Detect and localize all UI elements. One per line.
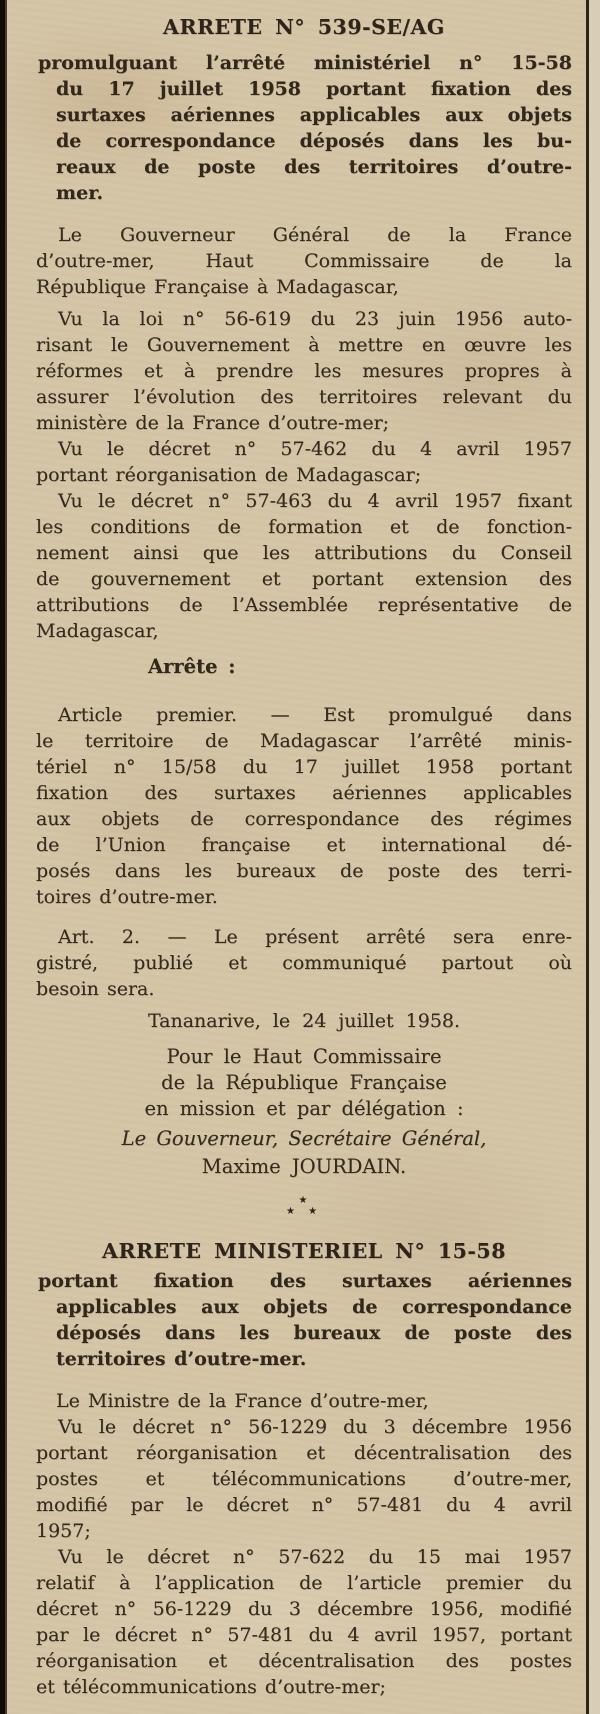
visa-paragraph-decree-56-1229: Vu le décret n° 56-1229 du 3 décembre 1956 portant réorganisation et décentralisation des postes et télécommunications d’outre-mer, modifié par le décret n° 57-481 du 4 avril 1957; xyxy=(36,1416,572,1542)
ministerial-order-title: ARRETE MINISTERIEL N° 15-58 xyxy=(102,1239,506,1263)
asterism-divider xyxy=(36,1196,572,1226)
signature-role-line: Le Gouverneur, Secrétaire Général, xyxy=(121,1127,487,1150)
signature-intro-lines: Pour le Haut Commissaire de la République Française en mission et par délégation : xyxy=(144,1045,464,1120)
visa-paragraph-decree-57-463: Vu le décret n° 57-463 du 4 avril 1957 fixant les conditions de formation et de fonction- nement ainsi que les attributions du Conseil de gouvernement et portant extension des attributions de l’Assemblée représentative de Madagascar, xyxy=(36,490,572,642)
ministerial-preamble: Le Ministre de la France d’outre-mer, xyxy=(56,1390,429,1412)
visa-paragraph-decree-57-622: Vu le décret n° 57-622 du 15 mai 1957 relatif à l’application de l’article premier du décret n° 56-1229 du 3 décembre 1956, modifié par le décret n° 57-481 du 4 avril 1957, portant réorganisation et décentralisation des postes et télécommunications d’outre-mer; xyxy=(36,1546,572,1698)
star-pair-icon: ★ ★ xyxy=(285,1206,323,1217)
page-left-edge-shadow xyxy=(0,0,7,1714)
visa-paragraph-decree-57-462: Vu le décret n° 57-462 du 4 avril 1957 portant réorganisation de Madagascar; xyxy=(36,438,572,486)
article-2-paragraph: Art. 2. — Le présent arrêté sera enre- gistré, publié et communiqué partout où besoin sera. xyxy=(36,926,572,1000)
ministerial-order-subtitle: portant fixation des surtaxes aériennes applicables aux objets de correspondance déposés dans les bureaux de poste des territoires d’outre-mer. xyxy=(38,1270,572,1370)
enacting-formula: Arrête : xyxy=(148,655,236,678)
column-content xyxy=(36,0,572,1714)
signatory-name: Maxime JOURDAIN. xyxy=(201,1155,407,1178)
promulgation-preamble: Le Gouverneur Général de la France d’outre-mer, Haut Commissaire de la République Française à Madagascar, xyxy=(36,224,572,298)
visa-paragraph-law-56-619: Vu la loi n° 56-619 du 23 juin 1956 auto- risant le Gouvernement à mettre en œuvre les réformes et à prendre les mesures propres à assurer l’évolution des territoires relevant du ministère de la France d’outre-mer; xyxy=(36,308,572,434)
article-1-paragraph: Article premier. — Est promulgué dans le territoire de Madagascar l’arrêté minis- tériel n° 15/58 du 17 juillet 1958 portant fixation des surtaxes aériennes applicables aux objets de correspondance des régimes de l’Union française et international dé- posés dans les bureaux de poste des terri- toires d’outre-mer. xyxy=(36,704,572,908)
star-icon: ★ xyxy=(298,1195,310,1206)
promulgation-order-subtitle: promulguant l’arrêté ministériel n° 15-58 du 17 juillet 1958 portant fixation des surtaxes aériennes applicables aux objets de correspondance déposés dans les bu- reaux de poste des territoires d’outre- mer. xyxy=(38,52,572,204)
page-right-margin xyxy=(589,0,600,1714)
place-date-line: Tananarive, le 24 juillet 1958. xyxy=(147,1010,461,1032)
promulgation-order-title: ARRETE N° 539-SE/AG xyxy=(163,15,445,39)
